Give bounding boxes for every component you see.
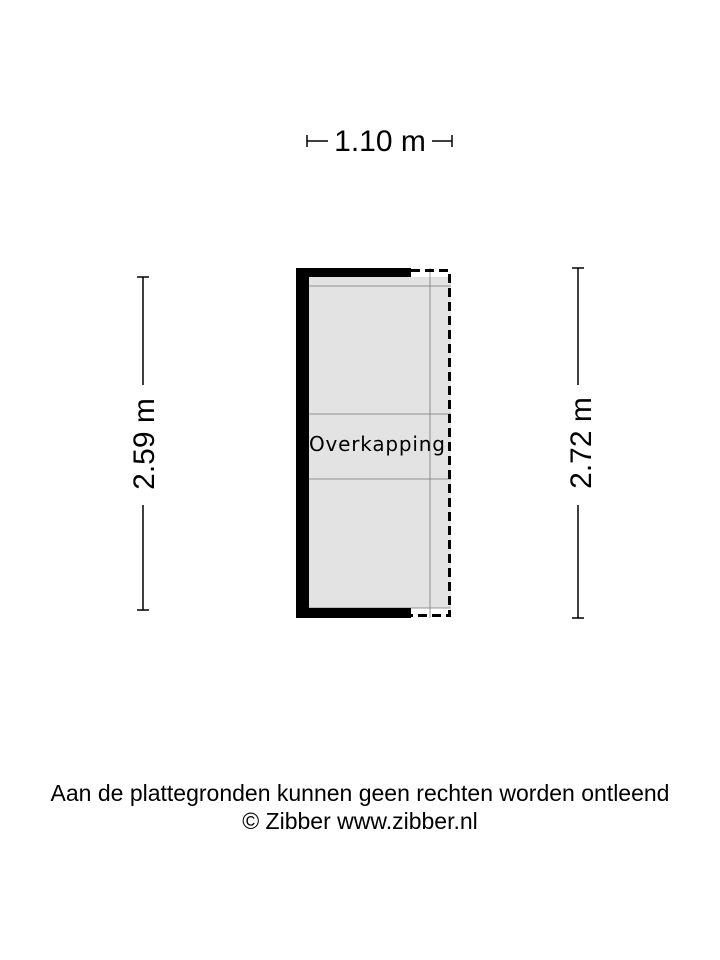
width-dimension [307,125,452,158]
left-dimension-label: 2.59 m [128,398,161,490]
wall-top [296,268,411,277]
width-dimension-label: 1.10 m [334,125,426,158]
right-height-dimension [565,268,598,618]
wall-bottom [296,608,411,618]
disclaimer-text: Aan de plattegronden kunnen geen rechten worden ontleend [50,780,670,806]
room-overkapping [296,268,451,618]
left-height-dimension [128,277,161,610]
copyright-text: © Zibber www.zibber.nl [242,808,478,834]
room-label: Overkapping [309,432,446,456]
right-dimension-label: 2.72 m [565,397,598,489]
wall-left [296,268,309,618]
